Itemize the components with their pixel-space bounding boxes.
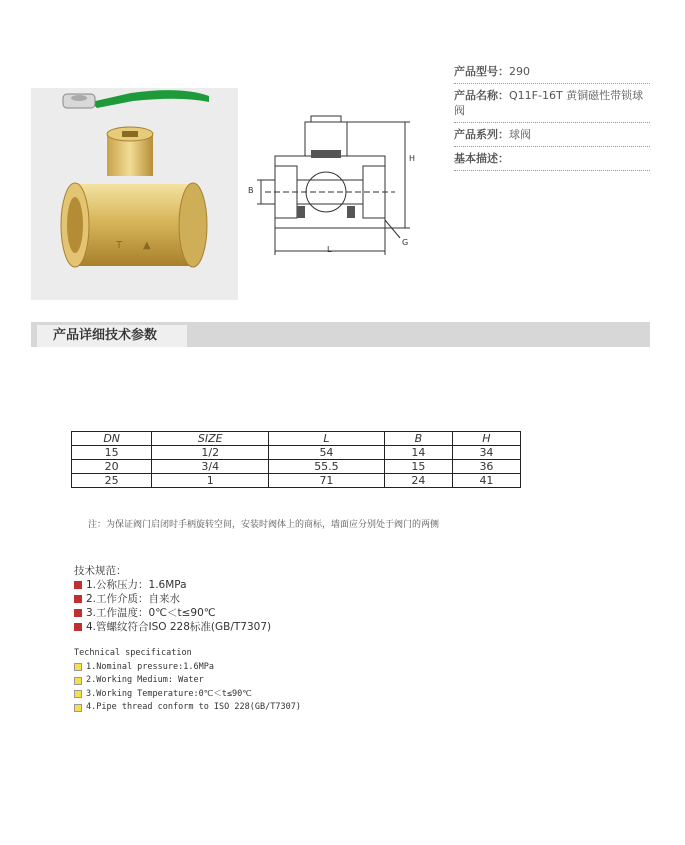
list-item: [74, 688, 301, 702]
table-cell: 20: [72, 460, 152, 474]
red-square-bullet-icon: [74, 581, 82, 589]
yellow-square-bullet-icon: [74, 677, 82, 685]
list-item: [74, 701, 301, 715]
dim-label-g: G: [402, 238, 409, 247]
product-info: [454, 60, 650, 171]
cn-spec-title: 技术规范：: [74, 565, 127, 577]
table-cell: 1/2: [152, 446, 269, 460]
list-item: [74, 661, 301, 675]
model-value: 290: [509, 65, 530, 78]
list-item: [74, 578, 271, 592]
table-cell: 14: [384, 446, 452, 460]
product-photo: [31, 88, 238, 300]
list-item-text: 2.Working Medium: Water: [86, 675, 204, 685]
en-spec-title: Technical specification: [74, 648, 192, 658]
list-item-text: 3.Working Temperature:0℃＜t≤90℃: [86, 688, 252, 699]
list-item: [74, 606, 271, 620]
series-label: 产品系列：: [454, 128, 509, 141]
svg-text:▲: ▲: [143, 240, 151, 251]
list-item-text: 4.Pipe thread conform to ISO 228(GB/T7307): [86, 702, 301, 712]
section-drawing: [245, 110, 425, 260]
yellow-square-bullet-icon: [74, 663, 82, 671]
list-item-text: 3.工作温度：0℃＜t≤90℃: [86, 607, 216, 619]
model-label: 产品型号：: [454, 65, 509, 78]
col-header-b: B: [384, 432, 452, 446]
desc-label: 基本描述：: [454, 152, 509, 165]
yellow-square-bullet-icon: [74, 690, 82, 698]
table-cell: 71: [269, 474, 385, 488]
table-cell: 25: [72, 474, 152, 488]
table-cell: 41: [452, 474, 520, 488]
name-row: [454, 84, 650, 123]
table-row: [72, 446, 521, 460]
table-cell: 1: [152, 474, 269, 488]
series-row: [454, 123, 650, 147]
list-item: [74, 674, 301, 688]
table-cell: 15: [72, 446, 152, 460]
table-cell: 3/4: [152, 460, 269, 474]
spec-table: [71, 431, 521, 488]
dim-label-h: H: [409, 154, 416, 163]
model-row: [454, 60, 650, 84]
dim-label-l: L: [327, 245, 332, 254]
table-cell: 54: [269, 446, 385, 460]
list-item-text: 2.工作介质：自来水: [86, 593, 181, 605]
list-item: [74, 620, 271, 634]
table-row: [72, 460, 521, 474]
red-square-bullet-icon: [74, 595, 82, 603]
section-header-bar: [31, 322, 650, 347]
table-cell: 15: [384, 460, 452, 474]
col-header-size: SIZE: [152, 432, 269, 446]
col-header-dn: DN: [72, 432, 152, 446]
series-value: 球阀: [509, 128, 531, 141]
name-value: Q11F-16T 黄铜磁性带锁球阀: [454, 89, 644, 117]
table-cell: 55.5: [269, 460, 385, 474]
dim-label-b: B: [248, 186, 254, 195]
col-header-h: H: [452, 432, 520, 446]
table-cell: 24: [384, 474, 452, 488]
list-item-text: 4.管螺纹符合ISO 228标准(GB/T7307): [86, 621, 272, 633]
table-cell: 36: [452, 460, 520, 474]
table-cell: 34: [452, 446, 520, 460]
red-square-bullet-icon: [74, 609, 82, 617]
table-row: [72, 474, 521, 488]
svg-text:T: T: [116, 240, 123, 251]
ball-valve-image: [31, 88, 238, 300]
technical-drawing: [245, 110, 425, 260]
col-header-l: L: [269, 432, 385, 446]
list-item-text: 1.Nominal pressure:1.6MPa: [86, 661, 214, 672]
cn-spec-list: [74, 564, 271, 634]
list-item: [74, 592, 271, 606]
list-item-text: 1.公称压力：1.6MPa: [86, 579, 187, 591]
name-label: 产品名称：: [454, 89, 509, 102]
desc-row: [454, 147, 650, 171]
yellow-square-bullet-icon: [74, 704, 82, 712]
table-header-row: [72, 432, 521, 446]
section-title: 产品详细技术参数: [37, 325, 187, 347]
red-square-bullet-icon: [74, 623, 82, 631]
install-note: 注：为保证阀门启闭时手柄旋转空间，安装时阀体上的商标，墙面应分别处于阀门的两侧: [88, 520, 440, 530]
en-spec-list: [74, 647, 301, 715]
